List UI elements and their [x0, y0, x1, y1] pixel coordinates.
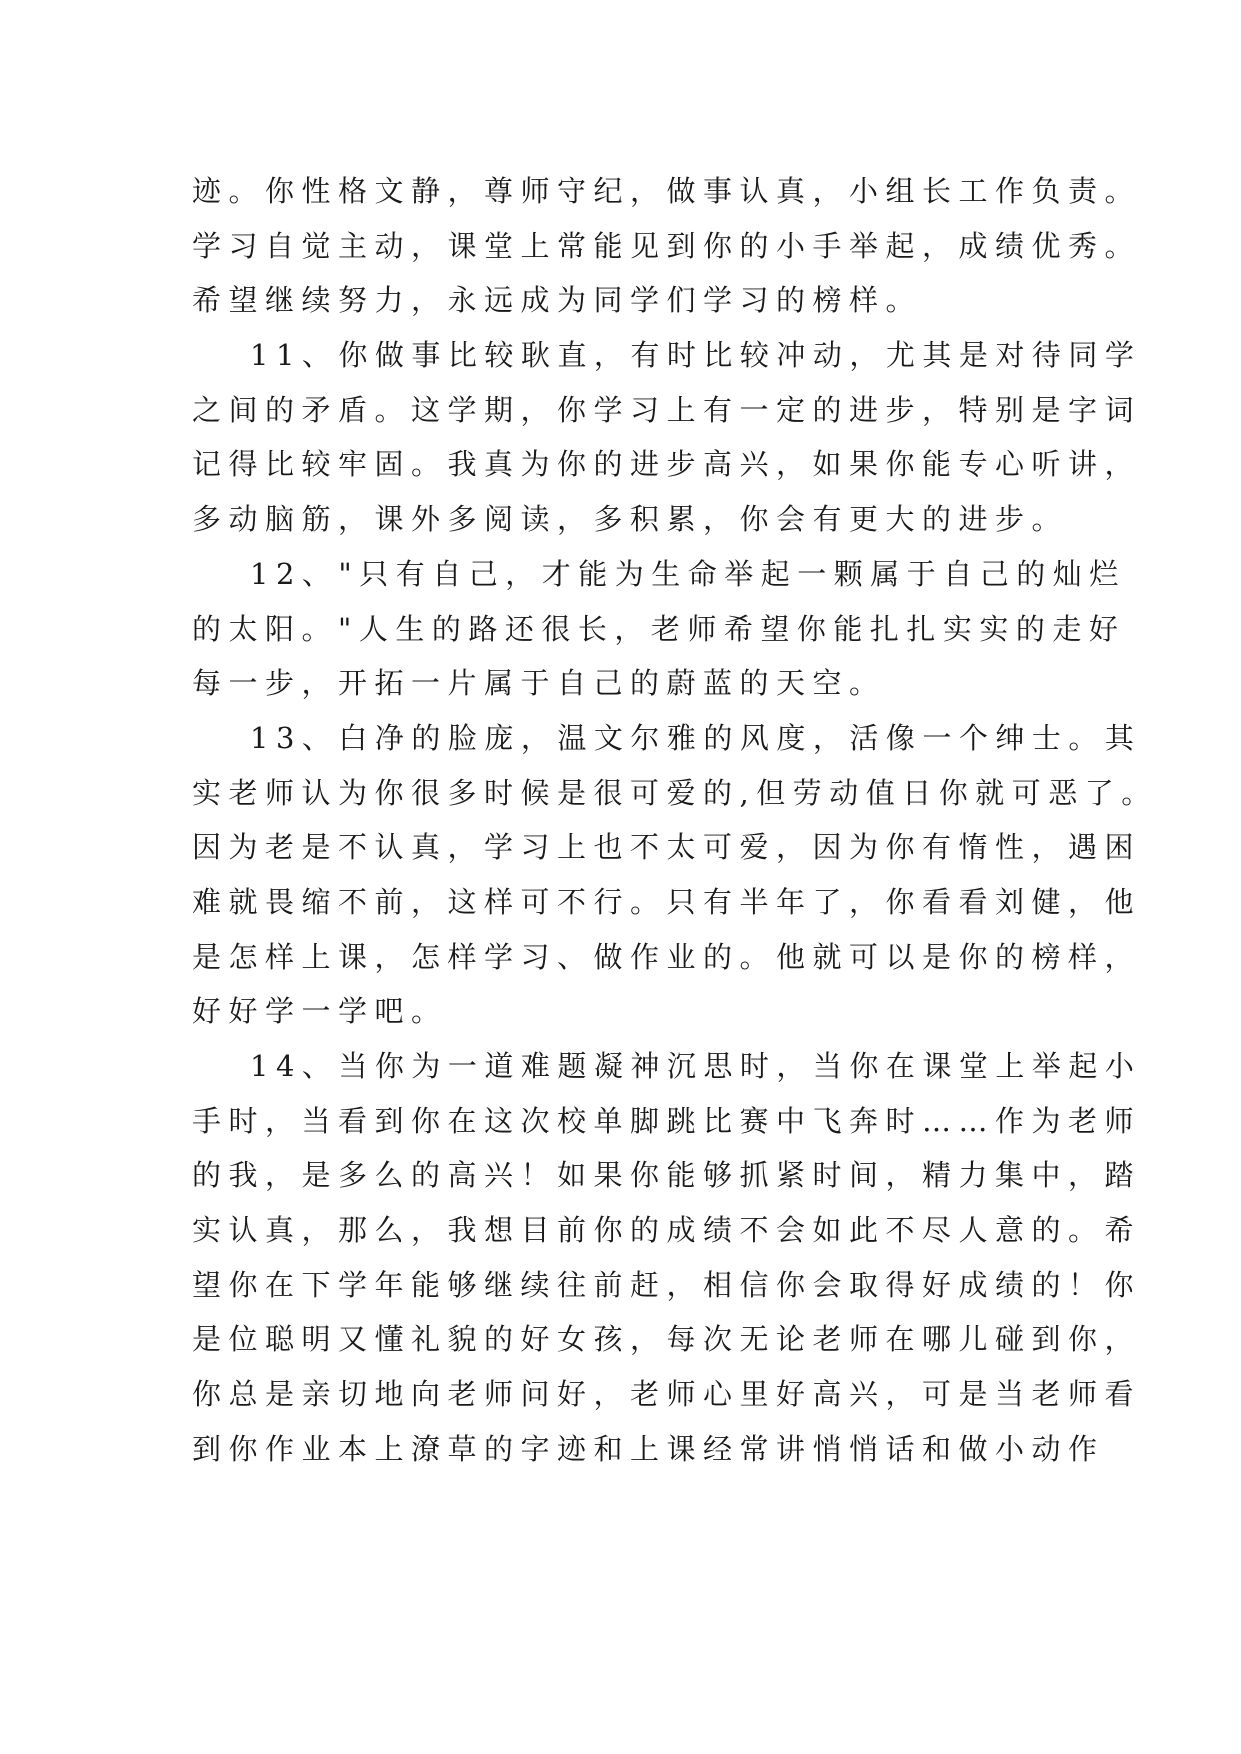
text-line: 是怎样上课，怎样学习、做作业的。他就可以是你的榜样， [192, 939, 1142, 974]
text-line: 之间的矛盾。这学期，你学习上有一定的进步，特别是字词 [192, 392, 1142, 427]
text-line: 望你在下学年能够继续往前赶，相信你会取得好成绩的！你 [192, 1267, 1142, 1302]
text-line: 实认真，那么，我想目前你的成绩不会如此不尽人意的。希 [192, 1213, 1142, 1248]
paragraph-start-line: 14、当你为一道难题凝神沉思时，当你在课堂上举起小 [250, 1049, 1142, 1083]
text-line: 因为老是不认真，学习上也不太可爱，因为你有惰性，遇困 [192, 830, 1142, 865]
text-line: 实老师认为你很多时候是很可爱的,但劳动值日你就可恶了。 [192, 775, 1158, 810]
text-line: 到你作业本上潦草的字迹和上课经常讲悄悄话和做小动作 [192, 1431, 1105, 1466]
text-line: 你总是亲切地向老师问好，老师心里好高兴，可是当老师看 [192, 1377, 1142, 1412]
text-line: 多动脑筋，课外多阅读，多积累，你会有更大的进步。 [192, 502, 1069, 537]
paragraph-start-line: 12、"只有自己，才能为生命举起一颗属于自己的灿烂 [250, 556, 1126, 591]
text-line: 的我，是多么的高兴！如果你能够抓紧时间，精力集中，踏 [192, 1158, 1142, 1193]
paragraph-start-line: 13、白净的脸庞，温文尔雅的风度，活像一个绅士。其 [250, 720, 1142, 755]
text-line: 好好学一学吧。 [192, 994, 448, 1029]
text-line: 迹。你性格文静，尊师守纪，做事认真，小组长工作负责。 [192, 174, 1142, 208]
text-line: 记得比较牢固。我真为你的进步高兴，如果你能专心听讲， [192, 447, 1142, 482]
text-line: 希望继续努力，永远成为同学们学习的榜样。 [192, 283, 923, 318]
text-line: 的太阳。"人生的路还很长，老师希望你能扎扎实实的走好 [192, 611, 1126, 646]
text-line: 每一步，开拓一片属于自己的蔚蓝的天空。 [192, 666, 886, 701]
text-line: 难就畏缩不前，这样可不行。只有半年了，你看看刘健，他 [192, 884, 1142, 919]
text-line: 是位聪明又懂礼貌的好女孩，每次无论老师在哪儿碰到你， [192, 1322, 1142, 1357]
document-body [192, 164, 1158, 1477]
paragraph-start-line: 11、你做事比较耿直，有时比较冲动，尤其是对待同学 [250, 338, 1142, 373]
text-line: 手时，当看到你在这次校单脚跳比赛中飞奔时……作为老师 [192, 1103, 1142, 1138]
text-line: 学习自觉主动，课堂上常能见到你的小手举起，成绩优秀。 [192, 228, 1142, 263]
